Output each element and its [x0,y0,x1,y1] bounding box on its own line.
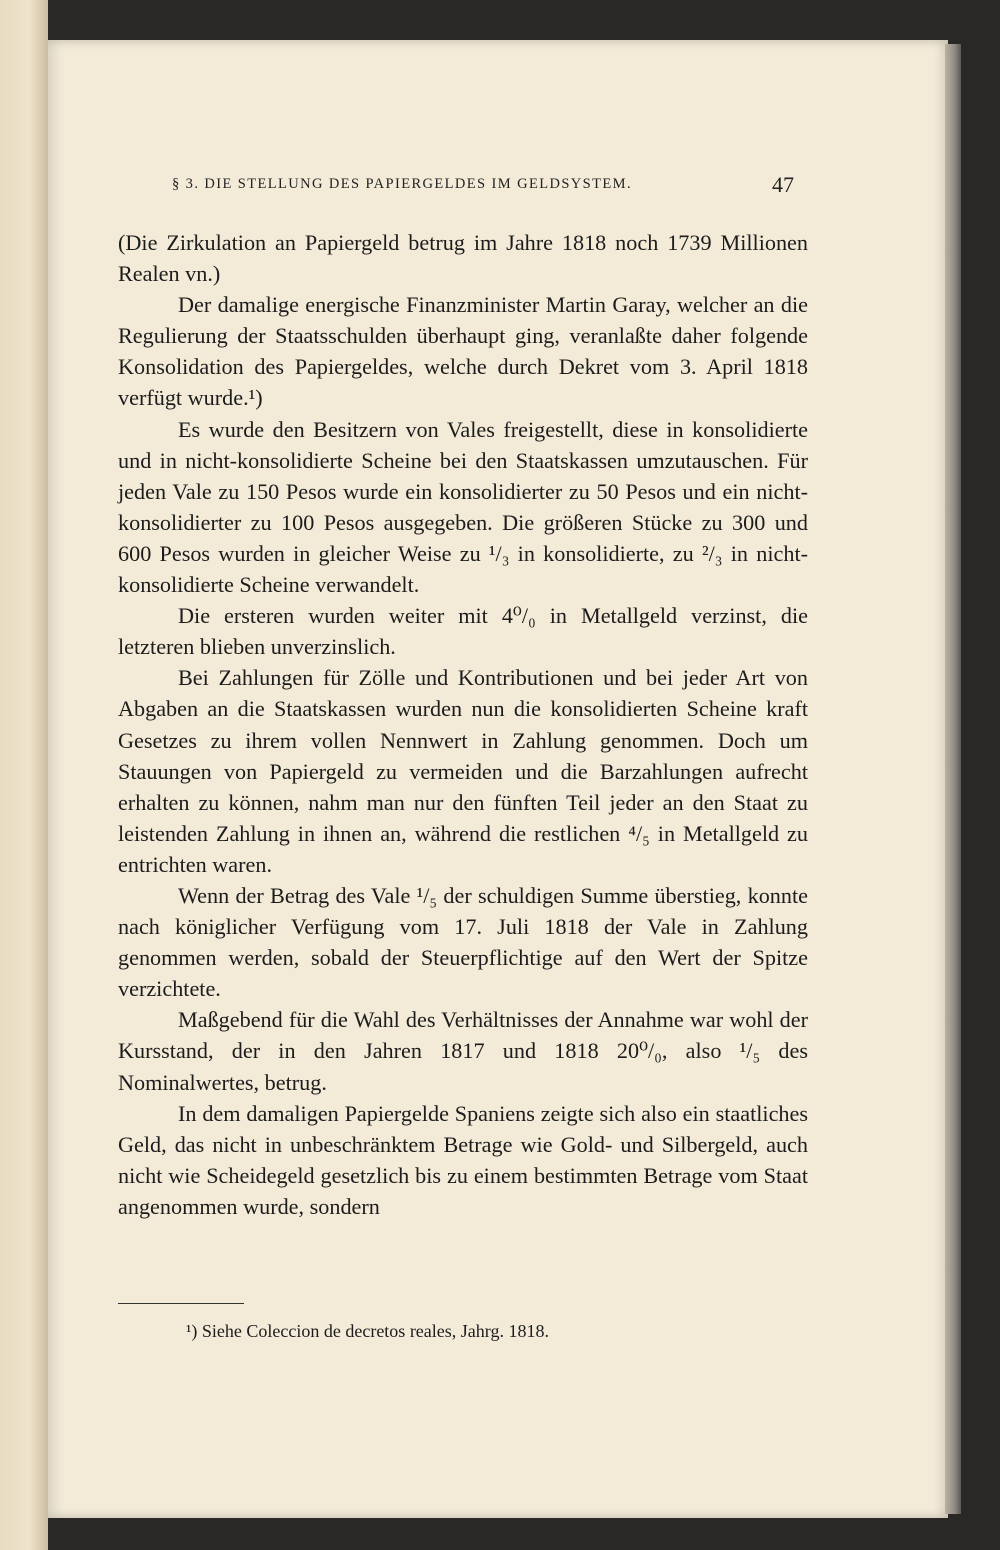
footnote: ¹) Siehe Coleccion de decretos reales, Jahrg. 1818. [186,1321,549,1341]
paragraph: (Die Zirkulation an Papiergeld betrug im Jahre 1818 noch 1739 Millionen Realen vn.) [118,230,808,287]
paragraph: Die ersteren wurden weiter mit 4⁰/₀ in Metallgeld verzinst, die letzteren blieben unverzinslich. [118,603,808,660]
body-text [118,227,808,1222]
paragraph: Es wurde den Besitzern von Vales freigestellt, diese in konsolidierte und in nicht-konsolidierte Scheine bei den Staatskassen umzutauschen. Für jeden Vale zu 150 Pesos wurde ein konsolidierter zu 50 Pesos und ein nicht-konsolidierter zu 100 Pesos ausgegeben. Die größeren Stücke zu 300 und 600 Pesos wurden in gleicher Weise zu ¹/₃ in konsolidierte, zu ²/₃ in nicht-konsolidierte Scheine verwandelt. [118,416,808,598]
page-number: 47 [772,172,794,197]
paragraph: Der damalige energische Finanzminister Martin Garay, welcher an die Regulierung der Staatsschulden überhaupt ging, veranlaßte daher folgende Konsolidation des Papiergeldes, welche durch Dekret vom 3. April 1818 verfügt wurde.¹) [118,292,808,411]
facing-page-edge [0,0,48,1550]
paragraph: In dem damaligen Papiergelde Spaniens zeigte sich also ein staatliches Geld, das nicht in unbeschränktem Betrage wie Gold- und Silbergeld, auch nicht wie Scheidegeld gesetzlich bis zu einem bestimmten Betrage vom Staat angenommen wurde, sondern [118,1100,808,1219]
paragraph: Bei Zahlungen für Zölle und Kontributionen und bei jeder Art von Abgaben an die Staatskassen wurden nun die konsolidierten Scheine kraft Gesetzes zu ihrem vollen Nennwert in Zahlung genommen. Doch um Stauungen von Papiergeld zu vermeiden und die Barzahlungen aufrecht erhalten zu können, nahm man nur den fünften Teil jeder an den Staat zu leistenden Zahlung in ihnen an, während die restlichen ⁴/₅ in Metallgeld zu entrichten waren. [118,665,808,877]
paragraph: Maßgebend für die Wahl des Verhältnisses der Annahme war wohl der Kursstand, der in den Jahren 1817 und 1818 20⁰/₀, also ¹/₅ des Nominalwertes, betrug. [118,1007,808,1095]
running-head: § 3. DIE STELLUNG DES PAPIERGELDES IM GELDSYSTEM. [172,176,632,192]
paragraph: Wenn der Betrag des Vale ¹/₅ der schuldigen Summe überstieg, konnte nach königlicher Verfügung vom 17. Juli 1818 der Vale in Zahlung genommen werden, sobald der Steuerpflichtige auf den Wert der Spitze verzichtete. [118,882,808,1002]
page-stack-edge [945,44,961,1514]
footnote-divider [118,1303,244,1304]
